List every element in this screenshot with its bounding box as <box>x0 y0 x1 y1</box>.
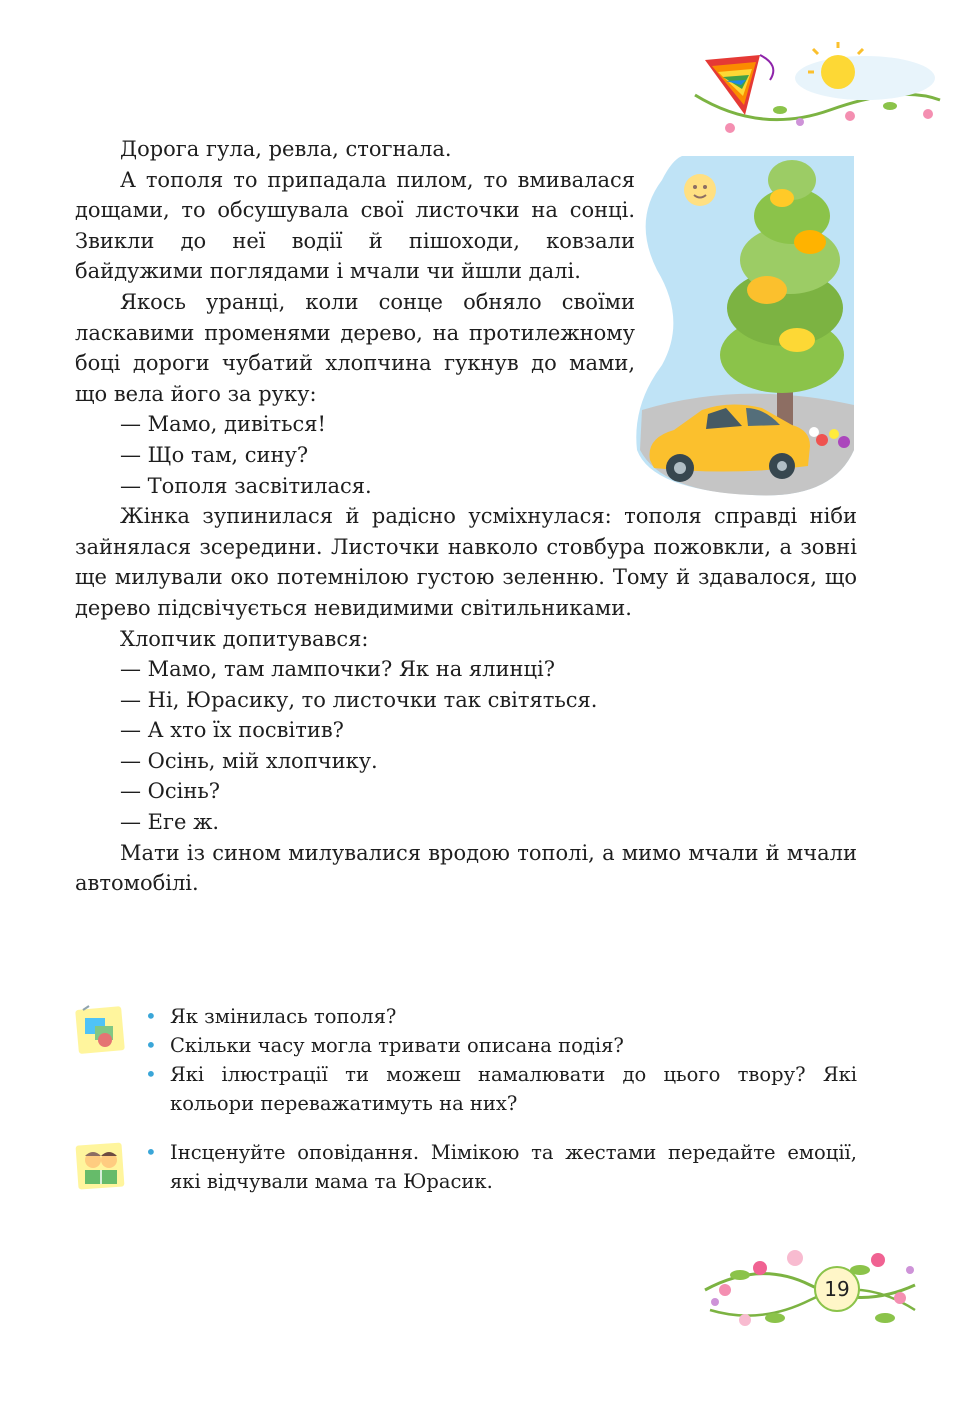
tasks-section <box>75 1002 857 1196</box>
flower-vine-decoration <box>700 1240 920 1330</box>
story-paragraph: Якось уранці, коли сонце обняло своїми ласкавими променями дерево, на протилежному боці дороги чубатий хлопчина гукнув до мами, що вела його за руку: <box>75 289 635 406</box>
story-paragraph: Мати із сином милувалися вродою тополі, а мимо мчали й мчали автомобілі. <box>75 840 857 896</box>
kids-reading-sticker-icon <box>75 1140 127 1192</box>
sun-icon <box>795 42 935 100</box>
kite-and-sun-decoration <box>690 40 950 140</box>
story-text <box>75 134 857 899</box>
activity-item: • Інсценуйте оповідання. Мімікою та жестами передайте емоції, які відчували мама та Юрасик. <box>143 1138 857 1196</box>
dialogue-line: — Тополя засвітилася. <box>120 473 372 498</box>
dialogue-line: — Осінь? <box>120 779 221 804</box>
question-item: • Скільки часу могла тривати описана подія? <box>143 1031 857 1060</box>
dialogue-line: — Ні, Юрасику, то листочки так світяться. <box>120 687 598 712</box>
question-item: • Як змінилась тополя? <box>143 1002 857 1031</box>
dialogue-line: — Осінь, мій хлопчику. <box>120 748 378 773</box>
activity-group <box>75 1138 857 1196</box>
story-paragraph: Жінка зупинилася й радісно усміхнулася: тополя справді ніби зайнялася зсередини. Листочки навколо стовбура пожовкли, а зовні ще милували око потемнілою густою зеленню. Тому й здавалося, що дерево підсвічується невидимими світильниками. <box>75 504 857 620</box>
story-paragraph: А тополя то припадала пилом, то вмивалася дощами, то обсушувала свої листочки на сонці. Звикли до неї водії й пішоходи, ковзали байдужими поглядами і мчали чи йшли далі. <box>75 167 635 284</box>
dialogue-line: — Мамо, дивіться! <box>120 412 326 437</box>
dialogue-line: — А хто їх посвітив? <box>120 718 344 743</box>
story-paragraph: Хлопчик допитувався: <box>120 626 369 651</box>
story-paragraph: Дорога гула, ревла, стогнала. <box>120 137 452 161</box>
dialogue-line: — Що там, сину? <box>120 442 309 467</box>
page-number: 19 <box>814 1266 860 1312</box>
dialogue-line: — Мамо, там лампочки? Як на ялинці? <box>120 657 555 682</box>
questions-group <box>75 1002 857 1118</box>
question-item: • Які ілюстрації ти можеш намалювати до цього твору? Які кольори переважатимуть на них? <box>143 1060 857 1118</box>
questions-sticker-icon <box>75 1004 127 1056</box>
dialogue-line: — Еге ж. <box>120 810 220 835</box>
